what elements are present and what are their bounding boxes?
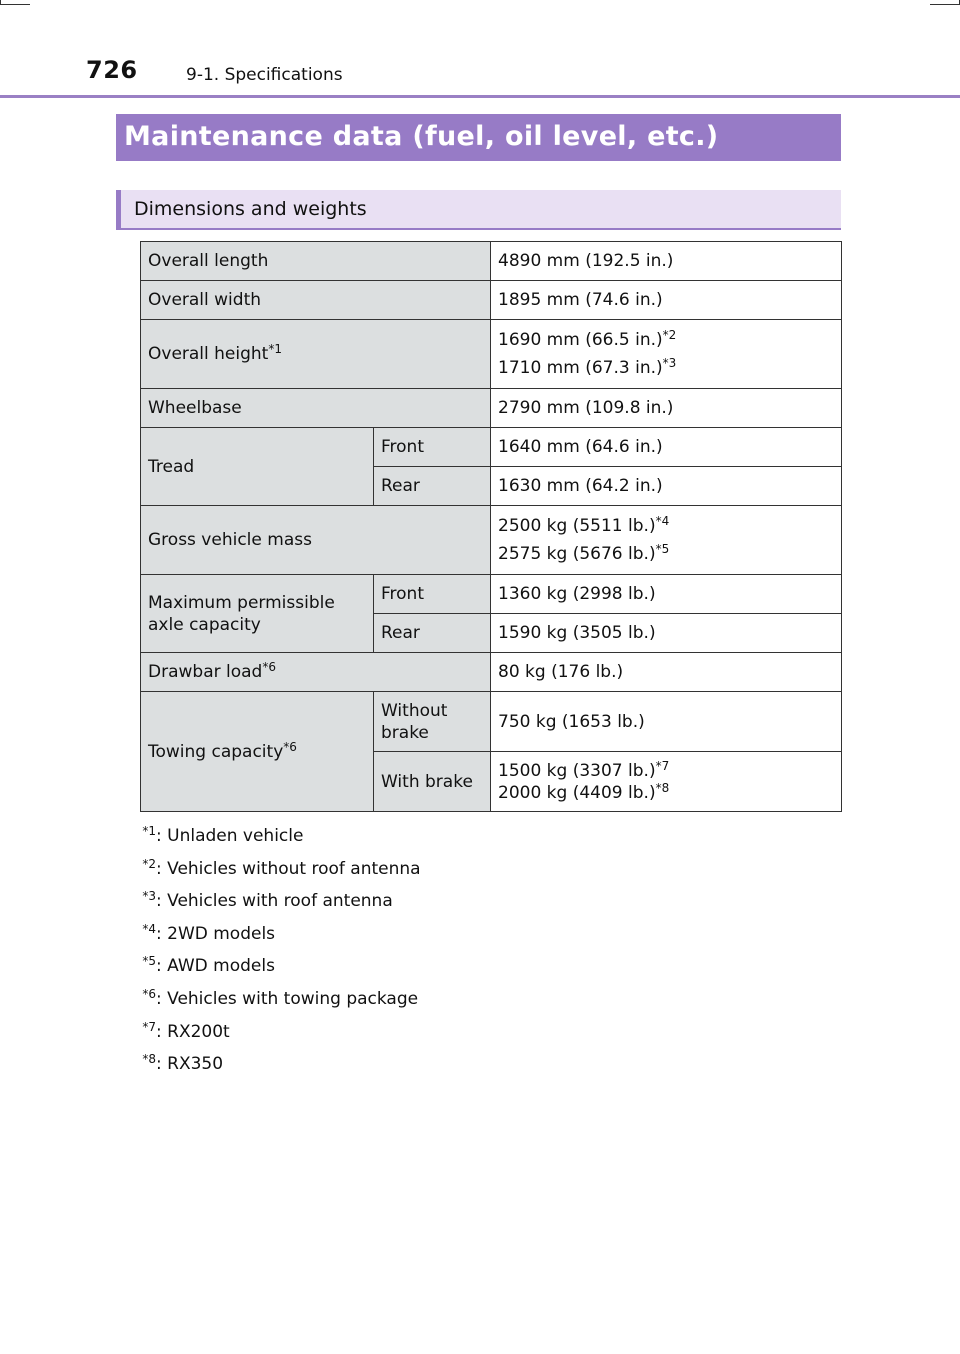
- footnote: $^{*4}$: 2WD models: [142, 921, 276, 944]
- row-value: [491, 428, 842, 467]
- with-brake-value-1: 1500 kg (3307 lb.): [498, 760, 656, 781]
- footnote: $^{*1}$: Unladen vehicle: [142, 824, 304, 846]
- footnote: $^{*2}$: Vehicles without roof antenna: [142, 856, 421, 879]
- row-sublabel: [374, 752, 491, 812]
- row-label: [141, 575, 374, 653]
- footnote-text: : Unladen vehicle: [156, 826, 304, 846]
- tread-front-value: 1640 mm (64.6 in.): [498, 437, 663, 457]
- page-header: [86, 56, 960, 92]
- overall-height-value-1: 1690 mm (66.5 in.): [498, 330, 663, 350]
- table-row: [141, 320, 842, 389]
- footnote-text: : RX200t: [156, 1021, 230, 1042]
- subsection-banner: [116, 190, 841, 230]
- row-value: [491, 653, 842, 692]
- row-sublabel: [374, 614, 491, 653]
- without-brake-label: Without brake: [381, 700, 448, 743]
- overall-height-value-2: 1710 mm (67.3 in.): [498, 358, 663, 378]
- footnote-text: : Vehicles with roof antenna: [156, 891, 393, 912]
- row-sublabel: [374, 692, 491, 752]
- tread-front-label: Front: [381, 437, 424, 457]
- value-line: [498, 329, 834, 351]
- row-value: [491, 752, 842, 812]
- footnote: $^{*5}$: AWD models: [142, 954, 275, 977]
- row-value: [491, 575, 842, 614]
- crop-mark-right-rule: [930, 4, 960, 5]
- tread-rear-value: 1630 mm (64.2 in.): [498, 476, 663, 496]
- tread-label: Tread: [148, 456, 195, 477]
- footnote-ref: *5: [655, 542, 670, 556]
- value-line: [498, 760, 834, 782]
- footnote-text: : AWD models: [156, 956, 275, 977]
- row-label: [141, 428, 374, 506]
- drawbar-load-label: Drawbar load: [148, 662, 263, 682]
- table-row: [141, 506, 842, 575]
- row-value: [491, 506, 842, 575]
- row-value: [491, 467, 842, 506]
- axle-front-value: 1360 kg (2998 lb.): [498, 584, 656, 604]
- footnote-ref: *8: [655, 780, 670, 795]
- row-value: [491, 320, 842, 389]
- drawbar-load-value: 80 kg (176 lb.): [498, 662, 624, 682]
- page-number: 726: [86, 56, 138, 84]
- row-value: [491, 614, 842, 653]
- footnote-ref: *6: [262, 660, 276, 674]
- overall-length-value: 4890 mm (192.5 in.): [498, 251, 674, 271]
- section-banner: [116, 114, 841, 161]
- footnote-ref: *2: [662, 328, 677, 342]
- tread-rear-label: Rear: [381, 476, 420, 496]
- axle-capacity-label: Maximum permissible axle capacity: [148, 592, 335, 635]
- row-label: [141, 281, 491, 320]
- row-label: [141, 692, 374, 812]
- footnote-text: : Vehicles with towing package: [156, 988, 419, 1009]
- footnote-text: : 2WD models: [156, 923, 276, 944]
- footnotes: [128, 823, 421, 1084]
- crop-mark-left-rule: [0, 4, 30, 5]
- row-value: [491, 242, 842, 281]
- wheelbase-label: Wheelbase: [148, 398, 242, 418]
- section-label: 9-1. Specifications: [186, 65, 343, 85]
- row-value: [491, 389, 842, 428]
- value-line: [498, 543, 834, 565]
- table-row: [141, 428, 842, 467]
- table-row: [141, 389, 842, 428]
- row-label: [141, 320, 491, 389]
- footnote: $^{*7}$: RX200t: [142, 1019, 230, 1042]
- gross-vehicle-mass-label: Gross vehicle mass: [148, 530, 312, 550]
- gross-vehicle-mass-value-1: 2500 kg (5511 lb.): [498, 516, 656, 536]
- subsection-title: Dimensions and weights: [134, 198, 367, 220]
- gross-vehicle-mass-value-2: 2575 kg (5676 lb.): [498, 544, 656, 564]
- specs-table: [140, 241, 842, 812]
- row-sublabel: [374, 467, 491, 506]
- overall-length-label: Overall length: [148, 251, 269, 271]
- overall-width-value: 1895 mm (74.6 in.): [498, 290, 663, 310]
- towing-capacity-label: Towing capacity: [148, 741, 284, 762]
- row-value: [491, 281, 842, 320]
- table-row: [141, 281, 842, 320]
- table-row: [141, 653, 842, 692]
- overall-width-label: Overall width: [148, 290, 262, 310]
- footnote: $^{*3}$: Vehicles with roof antenna: [142, 889, 393, 912]
- with-brake-label: With brake: [381, 771, 473, 792]
- table-row: [141, 575, 842, 614]
- row-sublabel: [374, 575, 491, 614]
- row-label: [141, 242, 491, 281]
- row-sublabel: [374, 428, 491, 467]
- value-line: [498, 782, 834, 804]
- footnote-ref: *6: [283, 739, 297, 754]
- wheelbase-value: 2790 mm (109.8 in.): [498, 398, 674, 418]
- table-row: [141, 692, 842, 752]
- row-label: [141, 389, 491, 428]
- value-line: [498, 515, 834, 537]
- without-brake-value: 750 kg (1653 lb.): [498, 711, 645, 732]
- row-label: [141, 653, 491, 692]
- footnote-ref: *1: [268, 342, 282, 356]
- axle-front-label: Front: [381, 584, 424, 604]
- footnote-ref: *3: [662, 356, 677, 370]
- row-value: [491, 692, 842, 752]
- with-brake-value-2: 2000 kg (4409 lb.): [498, 782, 656, 803]
- axle-rear-value: 1590 kg (3505 lb.): [498, 623, 656, 643]
- footnote: $^{*6}$: Vehicles with towing package: [142, 986, 419, 1009]
- footnote-ref: *4: [655, 514, 670, 528]
- footnote-text: : Vehicles without roof antenna: [156, 858, 421, 879]
- footnote-ref: *7: [655, 758, 670, 773]
- banner-title: Maintenance data (fuel, oil level, etc.): [124, 121, 719, 152]
- header-rule: [0, 95, 960, 98]
- value-line: [498, 357, 834, 379]
- axle-rear-label: Rear: [381, 623, 420, 643]
- subsection-accent-bar: [116, 190, 121, 228]
- table-row: [141, 242, 842, 281]
- footnote: $^{*8}$: RX350: [142, 1052, 224, 1075]
- footnote-text: : RX350: [156, 1054, 224, 1075]
- row-label: [141, 506, 491, 575]
- overall-height-label: Overall height: [148, 344, 269, 364]
